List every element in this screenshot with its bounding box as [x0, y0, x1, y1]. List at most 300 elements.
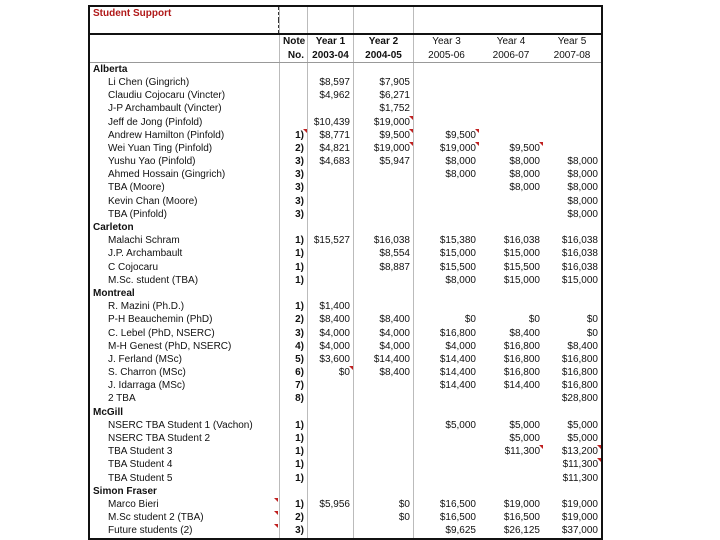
note-number[interactable]: 3): [279, 181, 307, 194]
year4-value[interactable]: $16,500: [503, 512, 540, 524]
table-row: [90, 129, 601, 142]
year4-value[interactable]: [479, 300, 543, 313]
student-name[interactable]: J.P. Archambault: [108, 248, 183, 260]
note-number[interactable]: 2): [279, 313, 307, 326]
header-row-labels: [90, 35, 601, 48]
year2-value[interactable]: $6,271: [353, 89, 414, 102]
table-row: [90, 498, 601, 511]
note-number[interactable]: [279, 76, 307, 89]
student-name[interactable]: TBA (Pinfold): [108, 208, 167, 220]
empty-cell[interactable]: [479, 221, 543, 234]
year2-value[interactable]: [353, 379, 414, 392]
year4-value[interactable]: $5,000: [509, 419, 540, 431]
year1-value[interactable]: [307, 208, 353, 221]
year4-value[interactable]: [479, 76, 543, 89]
year2-value[interactable]: $4,000: [353, 327, 414, 340]
year2-value[interactable]: $0: [353, 511, 414, 524]
year3-value[interactable]: [414, 445, 479, 458]
empty-cell[interactable]: [353, 287, 414, 300]
note-number[interactable]: 3): [279, 327, 307, 340]
student-name[interactable]: TBA Student 4: [108, 459, 173, 471]
year3-value[interactable]: $15,500: [439, 261, 476, 273]
year5-header[interactable]: Year 5: [557, 36, 587, 48]
year1-value[interactable]: [307, 181, 353, 194]
year4-value[interactable]: [479, 472, 543, 485]
note-number[interactable]: 3): [279, 168, 307, 181]
year2-value[interactable]: $7,905: [353, 76, 414, 89]
empty-cell[interactable]: [543, 406, 601, 419]
note-number[interactable]: 1): [279, 261, 307, 274]
note-number[interactable]: 1): [279, 300, 307, 313]
year3-value[interactable]: $0: [464, 314, 476, 326]
year4-value[interactable]: [479, 129, 543, 142]
section-name[interactable]: Montreal: [93, 287, 135, 299]
student-name[interactable]: Malachi Schram: [108, 235, 180, 247]
year1-value[interactable]: [307, 419, 353, 432]
student-name[interactable]: Andrew Hamilton (Pinfold): [108, 129, 225, 141]
year2-value[interactable]: $1,752: [353, 102, 414, 115]
student-name[interactable]: Ahmed Hossain (Gingrich): [108, 169, 226, 181]
year4-value[interactable]: $16,800: [503, 367, 540, 379]
table-row: [90, 274, 601, 287]
note-number[interactable]: 1): [279, 432, 307, 445]
year3-header[interactable]: Year 3: [432, 36, 461, 48]
header-row-periods: [90, 49, 601, 63]
empty-cell[interactable]: [353, 485, 414, 498]
note-number[interactable]: 1): [279, 234, 307, 247]
year4-value[interactable]: [479, 195, 543, 208]
empty-cell[interactable]: [479, 485, 543, 498]
year2-value[interactable]: [353, 181, 414, 194]
section-row: [90, 287, 601, 300]
empty-cell[interactable]: [414, 406, 479, 419]
student-name[interactable]: Marco Bieri: [90, 498, 279, 511]
year1-value[interactable]: [307, 472, 353, 485]
year3-value[interactable]: [414, 392, 479, 405]
student-support-spreadsheet: [88, 5, 603, 540]
empty-cell[interactable]: [307, 63, 353, 76]
year3-value[interactable]: [414, 432, 479, 445]
year3-value[interactable]: [414, 89, 479, 102]
note-number[interactable]: 1): [279, 458, 307, 471]
year3-value[interactable]: [414, 102, 479, 115]
year5-value[interactable]: $11,300: [543, 458, 601, 471]
year3-period[interactable]: 2005-06: [428, 49, 465, 61]
student-name[interactable]: C Cojocaru: [108, 261, 159, 273]
year3-value[interactable]: $8,000: [445, 169, 476, 181]
year3-value[interactable]: [414, 181, 479, 194]
empty-cell[interactable]: [414, 63, 479, 76]
student-name[interactable]: 2 TBA: [108, 393, 136, 405]
year1-value[interactable]: $4,683: [307, 155, 353, 168]
year1-value[interactable]: [307, 511, 353, 524]
note-number[interactable]: 1): [279, 247, 307, 260]
table-row: [90, 142, 601, 155]
note-no-header[interactable]: No.: [279, 49, 307, 62]
year2-value[interactable]: $14,400: [353, 353, 414, 366]
year3-value[interactable]: [414, 472, 479, 485]
year5-value[interactable]: $16,800: [561, 380, 598, 392]
year3-value[interactable]: $16,500: [439, 512, 476, 524]
table-row: [90, 458, 601, 471]
year5-value[interactable]: $16,800: [561, 353, 598, 365]
year2-value[interactable]: $5,947: [353, 155, 414, 168]
year5-value[interactable]: $8,000: [567, 156, 598, 168]
year5-value[interactable]: [543, 300, 601, 313]
student-name[interactable]: Li Chen (Gingrich): [108, 76, 190, 88]
year2-value[interactable]: $19,000: [353, 116, 414, 129]
year2-value[interactable]: $8,554: [353, 247, 414, 260]
student-name[interactable]: J. Ferland (MSc): [108, 353, 182, 365]
note-number[interactable]: 1): [279, 472, 307, 485]
student-name[interactable]: J-P Archambault (Vincter): [108, 103, 222, 115]
table-row: [90, 313, 601, 326]
year5-value[interactable]: $8,000: [567, 208, 598, 220]
empty-cell[interactable]: [353, 406, 414, 419]
empty-cell[interactable]: [414, 485, 479, 498]
table-row: [90, 181, 601, 194]
year4-value[interactable]: $8,400: [509, 327, 540, 339]
year1-value[interactable]: $4,962: [307, 89, 353, 102]
year4-value[interactable]: [479, 392, 543, 405]
year2-value[interactable]: [353, 195, 414, 208]
year2-value[interactable]: [353, 274, 414, 287]
empty-cell[interactable]: [279, 63, 307, 76]
year5-value[interactable]: $5,000: [567, 433, 598, 444]
year4-period[interactable]: 2006-07: [492, 49, 530, 61]
year2-value[interactable]: [353, 208, 414, 221]
year5-value[interactable]: [543, 129, 601, 142]
empty-cell[interactable]: [414, 221, 479, 234]
empty-cell[interactable]: [279, 221, 307, 234]
year1-value[interactable]: [307, 458, 353, 471]
year2-value[interactable]: $0: [353, 498, 414, 511]
student-name[interactable]: Kevin Chan (Moore): [108, 195, 198, 207]
table-row: [90, 353, 601, 366]
student-name[interactable]: Jeff de Jong (Pinfold): [108, 116, 203, 128]
note-number[interactable]: 2): [279, 142, 307, 155]
table-row: [90, 102, 601, 115]
year2-value[interactable]: [353, 392, 414, 405]
year2-value[interactable]: $8,400: [353, 366, 414, 379]
year1-value[interactable]: $8,597: [307, 76, 353, 89]
year4-value[interactable]: $9,500: [479, 142, 543, 155]
table-row: [90, 261, 601, 274]
table-row: [90, 76, 601, 89]
year4-value[interactable]: $11,300: [479, 445, 543, 458]
empty-cell[interactable]: [307, 406, 353, 419]
year1-value[interactable]: [307, 261, 353, 274]
table-row: [90, 89, 601, 102]
student-name[interactable]: TBA Student 3: [108, 446, 173, 458]
table-row: [90, 445, 601, 458]
year1-value[interactable]: $4,821: [307, 142, 353, 155]
year3-value[interactable]: [414, 116, 479, 129]
year1-value[interactable]: [307, 168, 353, 181]
year5-value[interactable]: $0: [586, 314, 598, 326]
student-name[interactable]: R. Mazini (Ph.D.): [108, 301, 185, 313]
year5-value[interactable]: $16,038: [561, 248, 598, 260]
empty-cell[interactable]: [307, 485, 353, 498]
empty-cell[interactable]: [414, 287, 479, 300]
year4-value[interactable]: $16,038: [503, 235, 540, 247]
student-name[interactable]: Future students (2): [90, 524, 279, 537]
year3-value[interactable]: $14,400: [439, 353, 476, 365]
table-row: [90, 155, 601, 168]
sheet-title[interactable]: Student Support: [90, 7, 279, 20]
year1-value[interactable]: $10,439: [307, 116, 353, 129]
year3-value[interactable]: $9,500: [414, 129, 479, 142]
section-row: [90, 221, 601, 234]
year3-value[interactable]: $14,400: [439, 380, 476, 392]
year5-value[interactable]: $8,000: [567, 195, 598, 207]
year4-value[interactable]: $19,000: [503, 498, 540, 510]
year3-value[interactable]: $15,000: [439, 248, 476, 260]
year1-value[interactable]: $4,000: [307, 340, 353, 353]
year4-value[interactable]: $0: [528, 314, 540, 326]
year4-value[interactable]: [479, 102, 543, 115]
year1-value[interactable]: [307, 445, 353, 458]
year1-value[interactable]: $5,956: [307, 498, 353, 511]
student-name[interactable]: C. Lebel (PhD, NSERC): [108, 327, 215, 339]
note-number[interactable]: 1): [279, 129, 307, 142]
student-name[interactable]: Wei Yuan Ting (Pinfold): [108, 142, 213, 154]
table-body: [90, 63, 601, 538]
note-number[interactable]: [279, 89, 307, 102]
note-number[interactable]: 5): [279, 353, 307, 366]
year5-value[interactable]: [543, 89, 601, 102]
year3-value[interactable]: $9,625: [445, 525, 476, 537]
year1-value[interactable]: $15,527: [307, 234, 353, 247]
year3-value[interactable]: $8,000: [445, 274, 476, 286]
empty-cell[interactable]: [479, 406, 543, 419]
year2-value[interactable]: $4,000: [353, 340, 414, 353]
year2-header[interactable]: Year 2: [353, 35, 414, 48]
empty-cell[interactable]: [307, 221, 353, 234]
table-row: [90, 432, 601, 445]
note-number[interactable]: 3): [279, 155, 307, 168]
year2-value[interactable]: $16,038: [353, 234, 414, 247]
year5-value[interactable]: [543, 116, 601, 129]
year5-value[interactable]: [543, 142, 601, 155]
year1-value[interactable]: $8,771: [307, 129, 353, 142]
student-name[interactable]: P-H Beauchemin (PhD): [108, 314, 213, 326]
student-name[interactable]: M.Sc. student (TBA): [108, 274, 199, 286]
section-name[interactable]: Simon Fraser: [93, 485, 157, 497]
year5-value[interactable]: $8,000: [567, 169, 598, 181]
year1-value[interactable]: $3,600: [307, 353, 353, 366]
note-number[interactable]: 3): [279, 208, 307, 221]
note-number[interactable]: 3): [279, 524, 307, 537]
empty-cell[interactable]: [543, 63, 601, 76]
year5-value[interactable]: $11,300: [562, 472, 598, 484]
table-row: [90, 300, 601, 313]
year1-period[interactable]: 2003-04: [307, 49, 353, 62]
table-row: [90, 366, 601, 379]
year5-value[interactable]: $19,000: [561, 498, 598, 510]
year5-period[interactable]: 2007-08: [553, 49, 591, 61]
year4-value[interactable]: $15,500: [503, 261, 540, 273]
year5-value[interactable]: $16,800: [561, 367, 598, 379]
note-number[interactable]: 8): [279, 392, 307, 405]
year5-value[interactable]: $8,000: [567, 182, 598, 194]
year3-value[interactable]: $19,000: [414, 142, 479, 155]
empty-cell[interactable]: [479, 63, 543, 76]
year2-value[interactable]: $9,500: [353, 129, 414, 142]
year3-value[interactable]: [414, 76, 479, 89]
year2-value[interactable]: [353, 168, 414, 181]
year5-value[interactable]: $37,000: [561, 525, 598, 537]
student-name[interactable]: Claudiu Cojocaru (Vincter): [108, 90, 226, 102]
section-row: [90, 485, 601, 498]
year3-value[interactable]: [414, 300, 479, 313]
section-name[interactable]: Carleton: [93, 222, 134, 233]
note-number[interactable]: 1): [279, 445, 307, 458]
year1-value[interactable]: [307, 432, 353, 445]
student-name[interactable]: NSERC TBA Student 2: [108, 433, 211, 444]
year2-value[interactable]: [353, 300, 414, 313]
year1-value[interactable]: $4,000: [307, 327, 353, 340]
year5-value[interactable]: $28,800: [561, 393, 598, 405]
title-row: [90, 7, 601, 20]
year4-value[interactable]: $26,125: [503, 525, 540, 537]
year3-value[interactable]: $15,380: [439, 235, 476, 247]
year5-value[interactable]: [543, 102, 601, 115]
empty-cell[interactable]: [279, 406, 307, 419]
note-number[interactable]: 6): [279, 366, 307, 379]
note-number[interactable]: 1): [279, 419, 307, 432]
note-number[interactable]: 3): [279, 195, 307, 208]
section-name[interactable]: Alberta: [93, 63, 128, 75]
year2-value[interactable]: [353, 458, 414, 471]
year3-value[interactable]: $16,500: [439, 498, 476, 510]
year2-value[interactable]: [353, 445, 414, 458]
student-name[interactable]: M.Sc student 2 (TBA): [90, 511, 279, 524]
empty-cell[interactable]: [479, 287, 543, 300]
year4-value[interactable]: [479, 116, 543, 129]
year2-value[interactable]: [353, 524, 414, 537]
year1-value[interactable]: [307, 247, 353, 260]
year4-value[interactable]: [479, 458, 543, 471]
year5-value[interactable]: [543, 76, 601, 89]
year4-value[interactable]: $5,000: [509, 433, 540, 444]
year2-value[interactable]: [353, 419, 414, 432]
table-row: [90, 208, 601, 221]
table-row: [90, 419, 601, 432]
table-row: [90, 247, 601, 260]
year4-header[interactable]: Year 4: [496, 36, 526, 48]
year1-value[interactable]: [307, 524, 353, 537]
empty-cell[interactable]: [279, 485, 307, 498]
year4-value[interactable]: $8,000: [509, 182, 540, 194]
note-number[interactable]: 2): [279, 511, 307, 524]
section-row: [90, 406, 601, 419]
year5-value[interactable]: $19,000: [561, 512, 598, 524]
note-header[interactable]: Note: [279, 35, 307, 48]
year2-value[interactable]: $19,000: [353, 142, 414, 155]
year3-value[interactable]: [414, 208, 479, 221]
year5-value[interactable]: $0: [586, 327, 598, 339]
year3-value[interactable]: $14,400: [439, 367, 476, 379]
year4-value[interactable]: $8,000: [509, 169, 540, 181]
year4-value[interactable]: $14,400: [503, 380, 540, 392]
year3-value[interactable]: $4,000: [445, 340, 476, 352]
year3-value[interactable]: $5,000: [445, 419, 476, 431]
year1-value[interactable]: [307, 102, 353, 115]
year3-value[interactable]: [414, 458, 479, 471]
year1-value[interactable]: [307, 274, 353, 287]
year1-value[interactable]: $1,400: [307, 300, 353, 313]
student-name[interactable]: M-H Genest (PhD, NSERC): [108, 340, 232, 352]
year5-value[interactable]: $16,038: [561, 261, 598, 273]
note-number[interactable]: 1): [279, 498, 307, 511]
year1-value[interactable]: $0: [307, 366, 353, 379]
year4-value[interactable]: [479, 208, 543, 221]
year2-period[interactable]: 2004-05: [353, 49, 414, 62]
year5-value[interactable]: $15,000: [561, 274, 598, 286]
table-row: [90, 195, 601, 208]
year1-value[interactable]: [307, 379, 353, 392]
blank-row: [90, 20, 601, 35]
note-number[interactable]: 4): [279, 340, 307, 353]
year1-header[interactable]: Year 1: [307, 35, 353, 48]
empty-cell[interactable]: [353, 221, 414, 234]
year2-value[interactable]: [353, 472, 414, 485]
year1-value[interactable]: $8,400: [307, 313, 353, 326]
year5-value[interactable]: $8,400: [567, 340, 598, 352]
year4-value[interactable]: $8,000: [509, 156, 540, 168]
section-name[interactable]: McGill: [93, 406, 124, 418]
year2-value[interactable]: $8,400: [353, 313, 414, 326]
student-name[interactable]: Yushu Yao (Pinfold): [108, 156, 196, 168]
year5-value[interactable]: $16,038: [561, 235, 598, 247]
table-row: [90, 392, 601, 405]
year3-value[interactable]: [414, 195, 479, 208]
year3-value[interactable]: $8,000: [445, 156, 476, 168]
note-number[interactable]: 1): [279, 274, 307, 287]
student-name[interactable]: J. Idarraga (MSc): [108, 380, 186, 392]
table-row: [90, 340, 601, 353]
year4-value[interactable]: $16,800: [503, 340, 540, 352]
year4-value[interactable]: $16,800: [503, 353, 540, 365]
year4-value[interactable]: [479, 89, 543, 102]
note-number[interactable]: 7): [279, 379, 307, 392]
empty-cell[interactable]: [543, 221, 601, 234]
year5-value[interactable]: $13,200: [543, 445, 601, 458]
student-name[interactable]: S. Charron (MSc): [108, 367, 186, 379]
student-name[interactable]: TBA Student 5: [108, 472, 173, 484]
year2-value[interactable]: [353, 432, 414, 445]
year1-value[interactable]: [307, 392, 353, 405]
student-name[interactable]: TBA (Moore): [108, 182, 165, 194]
year3-value[interactable]: $16,800: [439, 327, 476, 339]
table-row: [90, 168, 601, 181]
table-row: [90, 524, 601, 537]
year5-value[interactable]: $5,000: [567, 419, 598, 431]
student-name[interactable]: NSERC TBA Student 1 (Vachon): [108, 419, 253, 431]
empty-cell[interactable]: [307, 287, 353, 300]
empty-cell[interactable]: [543, 485, 601, 498]
note-number[interactable]: [279, 116, 307, 129]
empty-cell[interactable]: [353, 63, 414, 76]
year1-value[interactable]: [307, 195, 353, 208]
year4-value[interactable]: $15,000: [503, 248, 540, 260]
year4-value[interactable]: $15,000: [503, 274, 540, 286]
year2-value[interactable]: $8,887: [353, 261, 414, 274]
note-number[interactable]: [279, 102, 307, 115]
empty-cell[interactable]: [543, 287, 601, 300]
empty-cell[interactable]: [279, 287, 307, 300]
